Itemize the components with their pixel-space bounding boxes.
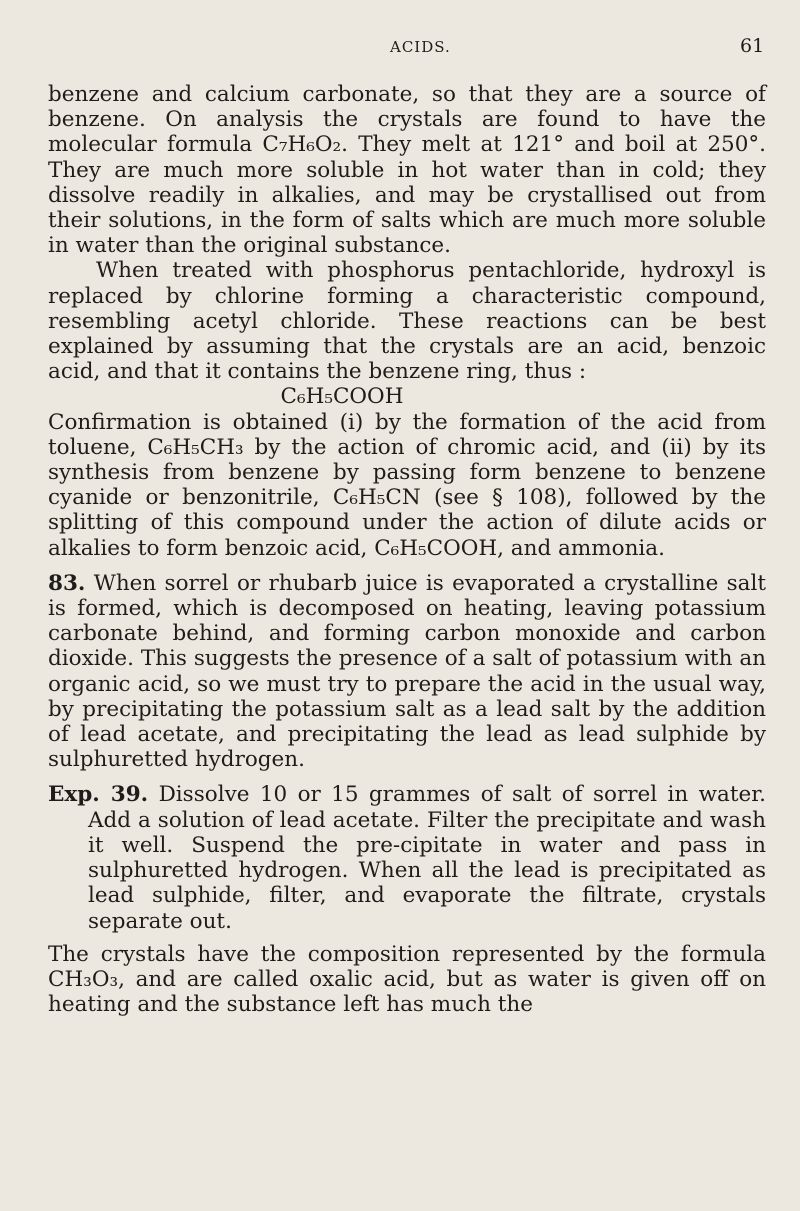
experiment-39	[48, 782, 766, 933]
experiment-39-text: Dissolve 10 or 15 grammes of salt of sorrel in water. Add a solution of lead acetate. Filter the precipitate and wash it well. Suspend the pre-cipitate in water and pass in sulphuretted hydrogen. When all the lead is precipitated as lead sulphide, filter, and evaporate the filtrate, crystals separate out.	[88, 782, 766, 934]
paragraph-benzene-source: benzene and calcium carbonate, so that they are a source of benzene. On analysis the crystals are found to have the molecular formula C₇H₆O₂. They melt at 121° and boil at 250°. They are much more soluble in hot water than in cold; they dissolve readily in alkalies, and may be crystallised out from their solutions, in the form of salts which are much more soluble in water than the original substance.	[48, 82, 766, 259]
paragraph-oxalic-acid: The crystals have the composition represented by the formula CH₃O₃, and are called oxalic acid, but as water is given off on heating and the substance left has much the	[48, 941, 766, 1018]
section-number: 83.	[48, 570, 86, 596]
section-83-text: When sorrel or rhubarb juice is evaporated a crystalline salt is formed, which is decomposed on heating, leaving potassium carbonate behind, and forming carbon monoxide and carbon dioxide. This suggests the presence of a salt of potassium with an organic acid, so we must try to prepare the acid in the usual way, by precipitating the potassium salt as a lead salt by the addition of lead acetate, and precipitating the lead as lead sulphide by sulphuretted hydrogen.	[48, 570, 766, 773]
page-number: 61	[740, 35, 765, 57]
experiment-number: Exp. 39.	[48, 782, 149, 808]
running-head: ACIDS.	[390, 38, 451, 56]
benzoic-acid-formula: C₆H₅COOH	[280, 384, 404, 410]
page-body	[48, 82, 766, 1017]
section-83	[48, 571, 766, 773]
page-header	[0, 10, 800, 57]
paragraph-confirmation: Confirmation is obtained (i) by the formation of the acid from toluene, C₆H₅CH₃ by the action of chromic acid, and (ii) by its synthesis from benzene by passing form benzene to benzene cyanide or benzonitrile, C₆H₅CN (see § 108), followed by the splitting of this compound under the action of dilute acids or alkalies to form benzoic acid, C₆H₅COOH, and ammonia.	[48, 409, 766, 561]
paragraph-phosphorus-pentachloride: When treated with phosphorus pentachloride, hydroxyl is replaced by chlorine forming a characteristic compound, resembling acetyl chloride. These reactions can be best explained by assuming that the crystals are an acid, benzoic acid, and that it contains the benzene ring, thus :	[48, 258, 766, 385]
